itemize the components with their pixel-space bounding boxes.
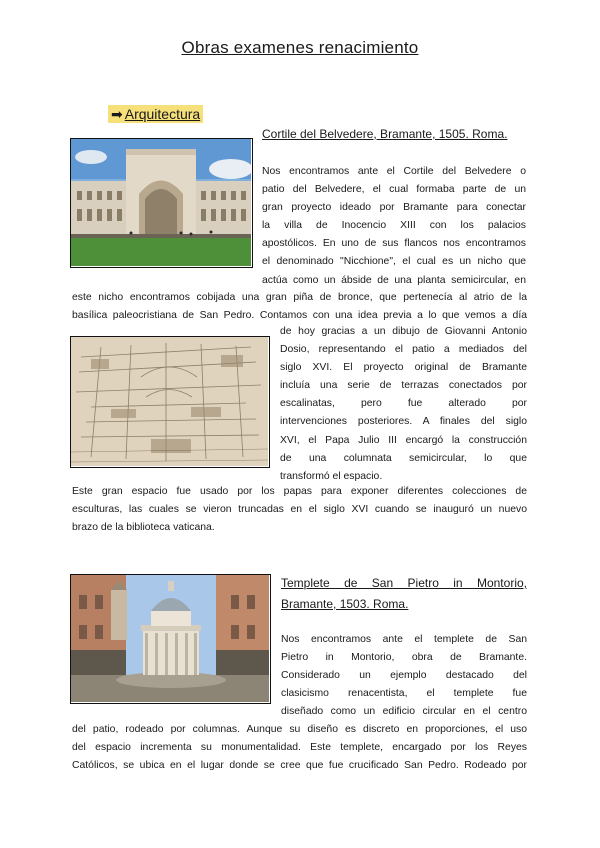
text-line: XVI, el Papa Julio III encargó la construcción [280, 434, 527, 446]
text-line: transformó el espacio. [280, 470, 383, 482]
work1-heading: Cortile del Belvedere, Bramante, 1505. Roma. [262, 127, 508, 141]
text-line: Este gran espacio fue usado por los papas para exponer diferentes colecciones de [72, 486, 527, 497]
work2-heading-line2: Bramante, 1503. Roma. [281, 597, 409, 611]
belvedere-photo [70, 138, 253, 268]
section-heading-arquitectura [108, 105, 203, 123]
text-line: Dosio, representando el patio a mediados del [280, 344, 527, 356]
text-line: el denominado "Nicchione", el cual es un nicho que [262, 256, 526, 268]
work1-paragraph-full [72, 289, 527, 325]
text-line: Pietro in Montorio, obra de Bramante. [281, 652, 527, 664]
templete-photo [70, 574, 271, 704]
text-line: Católicos, se ubica en el lugar donde se cree que fue crucificado San Pedro. Rodeado por [72, 760, 527, 772]
right-arrow-icon: ➡ [111, 106, 123, 122]
text-line: esculturas, las cuales se vieron truncadas en el siglo XVI cuando se inauguró un nuevo [72, 504, 527, 516]
text-line: la villa de Inocencio XIII con los palacios [262, 220, 526, 232]
text-line: del espacio incrementa su monumentalidad. Este templete, encargado por los Reyes [72, 742, 527, 754]
text-line: gran proyecto ideado por Bramante para conectar [262, 202, 526, 214]
text-line: clasicismo renacentista, el templete fue [281, 688, 527, 700]
text-line: intervenciones posteriores. A finales del siglo [280, 416, 527, 428]
work2-paragraph-wrap [281, 631, 527, 721]
work2-heading [281, 573, 527, 615]
text-line: Nos encontramos ante el templete de San [281, 634, 527, 645]
text-line: incluía una serie de terrazas conectados por [280, 380, 527, 392]
dosio-drawing [70, 336, 270, 468]
text-line: de hoy gracias a un dibujo de Giovanni Antonio [280, 326, 527, 337]
text-line: basílica paleocristiana de San Pedro. Contamos con una idea previa a lo que vemos a día [72, 310, 527, 322]
text-line: patio del Belvedere, el cual formaba parte de un [262, 184, 526, 196]
text-line: del patio, rodeado por columnas. Aunque su diseño es discreto en proporciones, el uso [72, 724, 527, 735]
work1-paragraph-wrap [262, 163, 526, 290]
work1-paragraph-wrap2 [280, 323, 527, 486]
page-title: Obras examenes renacimiento [181, 38, 419, 57]
text-line: brazo de la biblioteca vaticana. [72, 522, 215, 534]
text-line: apostólicos. En uno de sus flancos nos encontramos [262, 238, 526, 250]
work2-heading-line1: Templete de San Pietro in Montorio, [281, 576, 527, 590]
work2-paragraph-full [72, 721, 527, 775]
text-line: diseñado como un edificio circular en el centro [281, 706, 527, 718]
section-label: Arquitectura [124, 106, 201, 122]
text-line: este nicho encontramos cobijada una gran piña de bronce, que pertenecía al atrio de la [72, 292, 527, 303]
text-line: Nos encontramos ante el Cortile del Belvedere o [262, 166, 526, 177]
text-line: Considerado un ejemplo destacado del [281, 670, 527, 682]
text-line: actúa como un ábside de una planta semicircular, en [262, 274, 526, 286]
work1-paragraph-full2 [72, 483, 527, 537]
text-line: escalinatas, pero fue alterado por [280, 398, 527, 410]
text-line: de una columnata semicircular, lo que [280, 452, 527, 464]
text-line: siglo XVI. El proyecto original de Bramante [280, 362, 527, 374]
